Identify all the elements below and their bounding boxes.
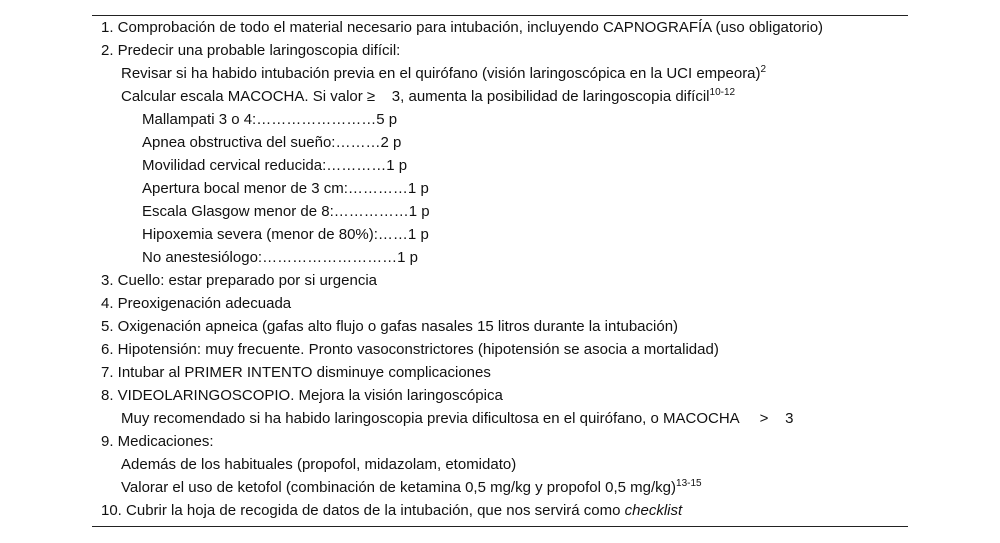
item-2: 2. Predecir una probable laringoscopia difícil: (101, 42, 401, 59)
reference-superscript: 10-12 (709, 87, 736, 98)
item-2-sub-1-text: Revisar si ha habido intubación previa en el quirófano (visión laringoscópica en la UCI empeora) (121, 65, 761, 82)
item-2-sub-2 (121, 87, 735, 107)
reference-superscript: 13-15 (676, 478, 702, 489)
item-3: 3. Cuello: estar preparado por si urgencia (101, 272, 377, 289)
macocha-criterion: Hipoxemia severa (menor de 80%):……1 p (142, 226, 429, 243)
item-4: 4. Preoxigenación adecuada (101, 295, 292, 312)
item-8: 8. VIDEOLARINGOSCOPIO. Mejora la visión laringoscópica (101, 387, 503, 404)
macocha-criterion: Mallampati 3 o 4:……………………5 p (142, 111, 398, 128)
macocha-criterion: Apertura bocal menor de 3 cm:…………1 p (142, 180, 429, 197)
item-2-sub-1 (121, 64, 766, 84)
item-6: 6. Hipotensión: muy frecuente. Pronto vasoconstrictores (hipotensión se asocia a mortalidad) (101, 341, 719, 358)
item-10 (101, 501, 682, 521)
macocha-criterion: No anestesiólogo:………………………1 p (142, 249, 418, 266)
checklist-table (92, 15, 908, 527)
item-5: 5. Oxigenación apneica (gafas alto flujo o gafas nasales 15 litros durante la intubación) (101, 318, 679, 335)
reference-superscript: 2 (760, 64, 767, 75)
item-10-text: 10. Cubrir la hoja de recogida de datos de la intubación, que nos servirá como (101, 502, 625, 519)
item-10-emphasis: checklist (624, 502, 683, 519)
item-9-sub-2-text: Valorar el uso de ketofol (combinación de ketamina 0,5 mg/kg y propofol 0,5 mg/kg) (121, 479, 677, 496)
item-7: 7. Intubar al PRIMER INTENTO disminuye complicaciones (101, 364, 491, 381)
macocha-criterion: Apnea obstructiva del sueño:………2 p (142, 134, 402, 151)
item-1: 1. Comprobación de todo el material necesario para intubación, incluyendo CAPNOGRAFÍA (uso obligatorio) (101, 19, 824, 36)
item-9-sub-1: Además de los habituales (propofol, midazolam, etomidato) (121, 456, 517, 473)
item-8-sub-1: Muy recomendado si ha habido laringoscopia previa dificultosa en el quirófano, o MACOCHA > 3 (121, 410, 794, 427)
item-9: 9. Medicaciones: (101, 433, 214, 450)
macocha-criterion: Movilidad cervical reducida:…………1 p (142, 157, 408, 174)
item-9-sub-2 (121, 478, 702, 498)
macocha-criterion: Escala Glasgow menor de 8:……………1 p (142, 203, 430, 220)
item-2-sub-2-text: Calcular escala MACOCHA. Si valor ≥ 3, aumenta la posibilidad de laringoscopia difícil (121, 88, 710, 105)
